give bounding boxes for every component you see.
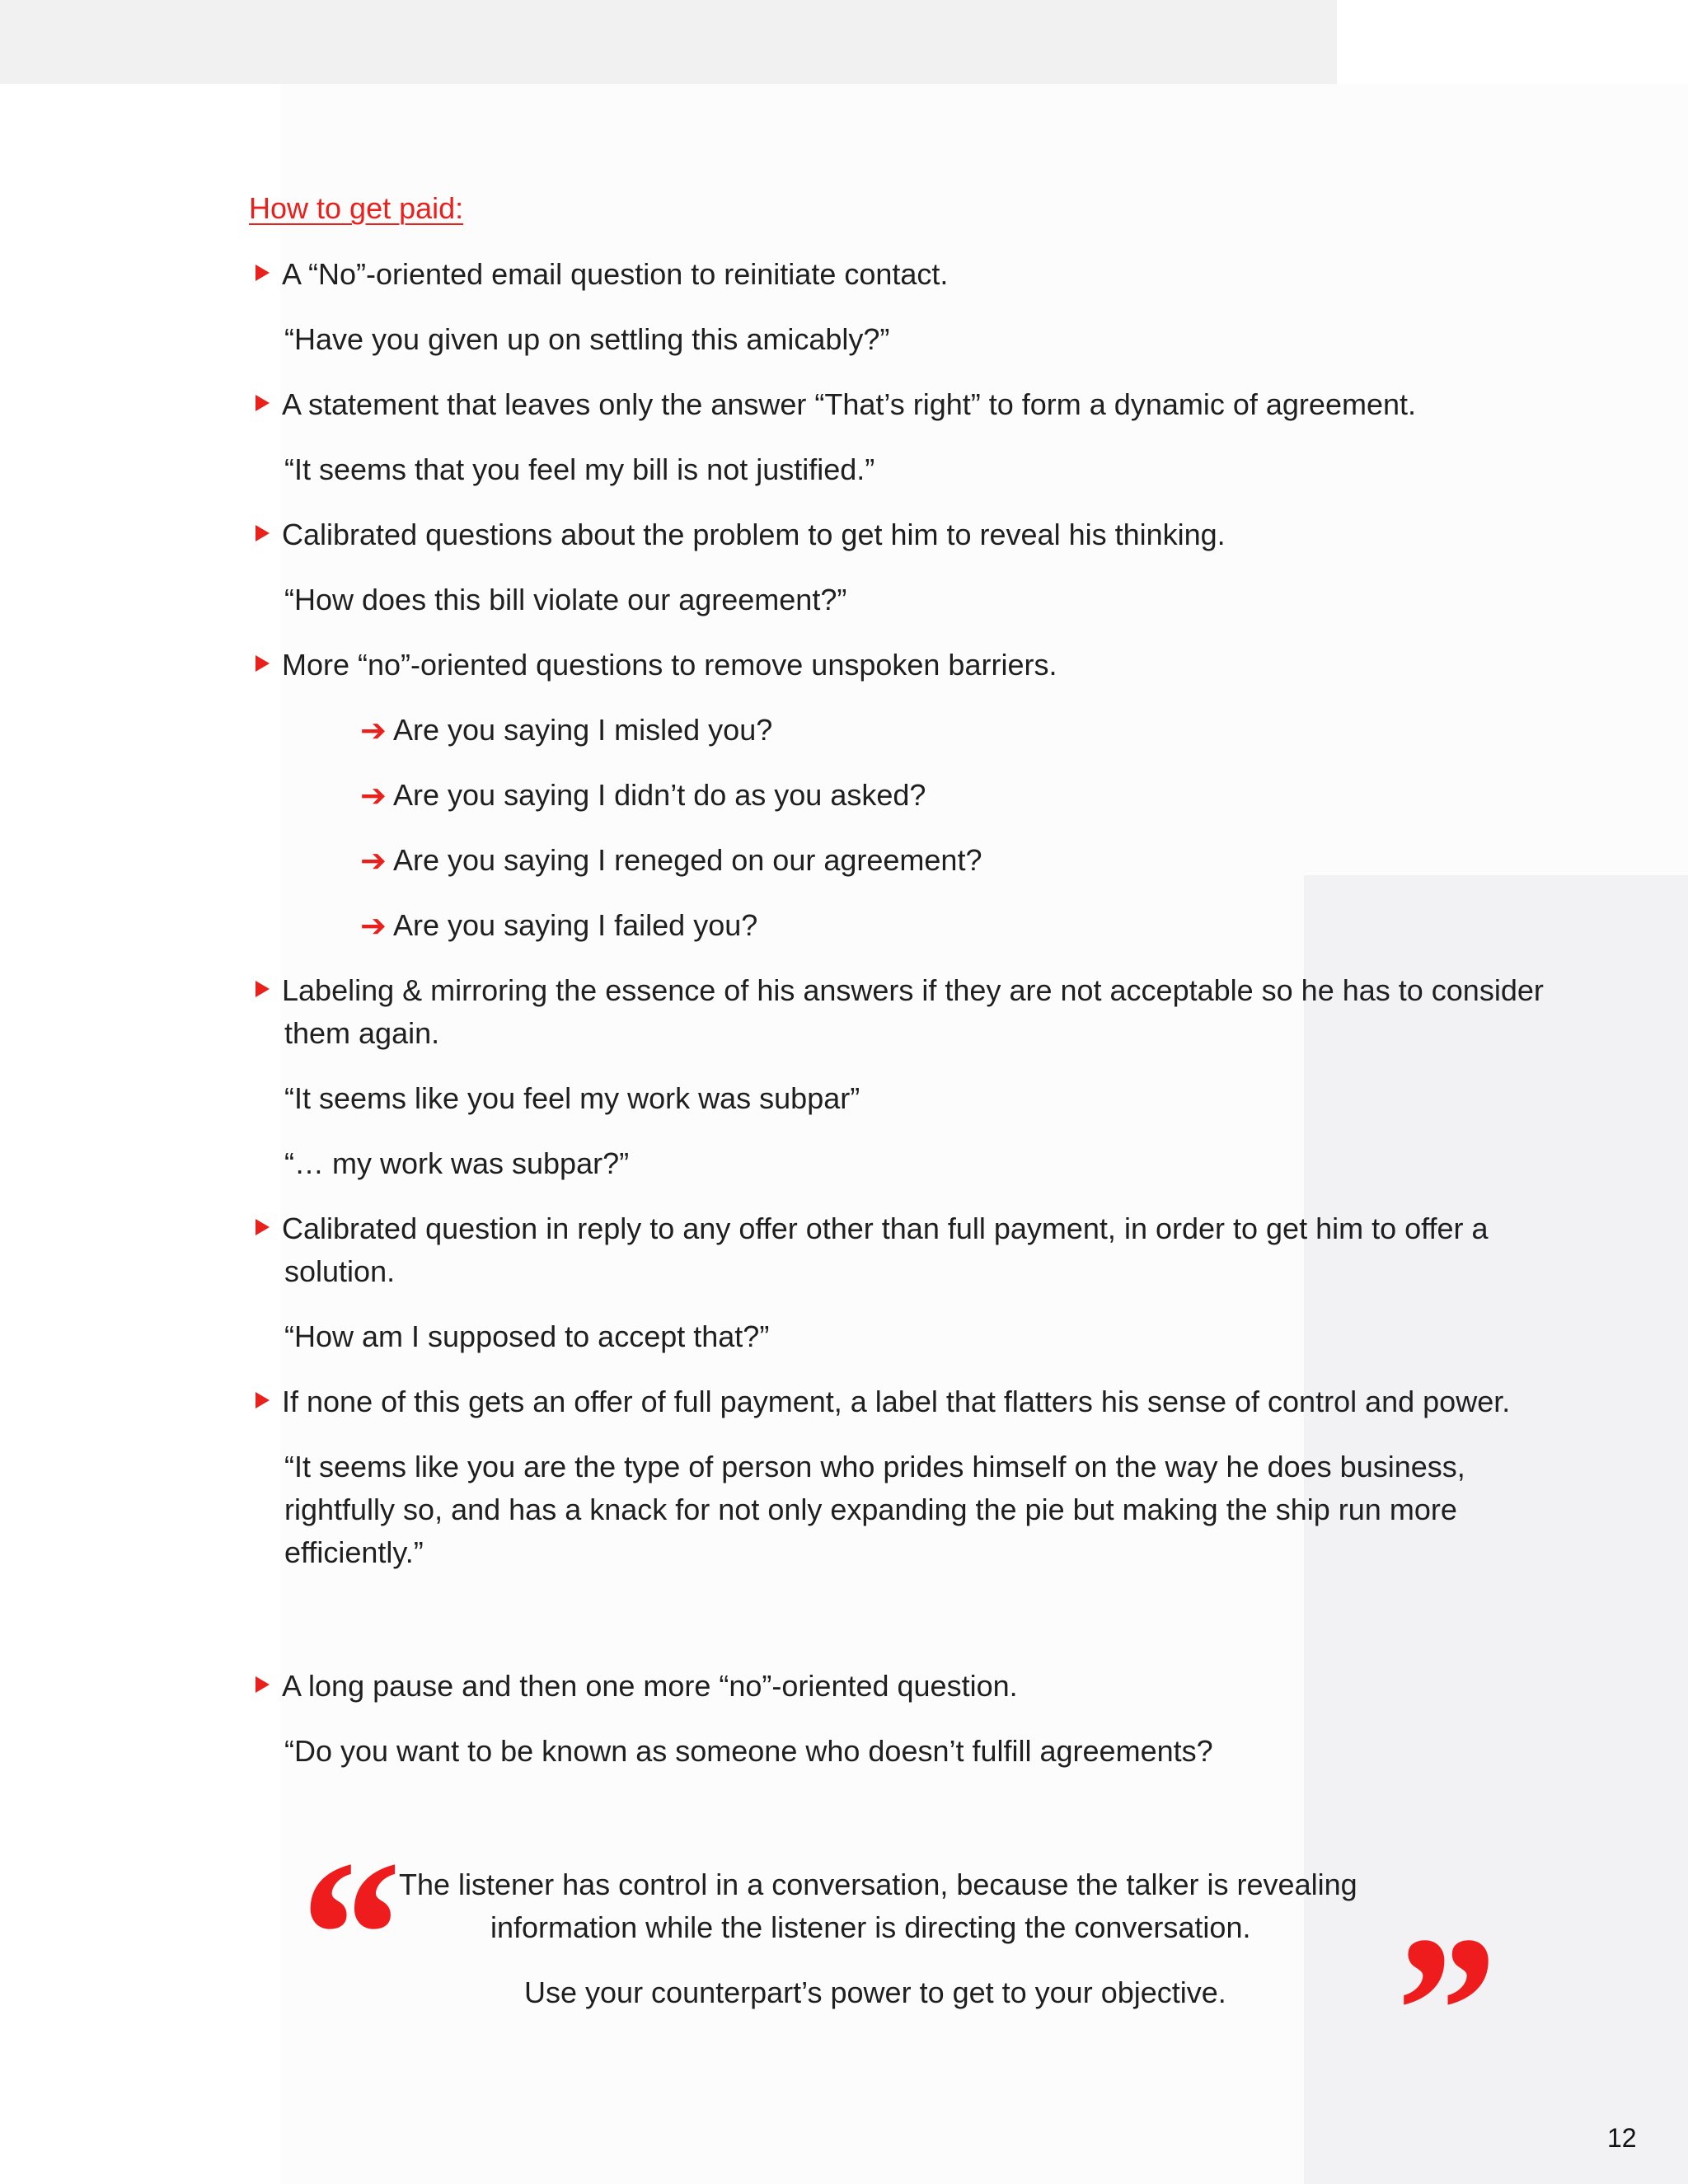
bullet-text-continued: solution. bbox=[284, 1254, 396, 1288]
example-quote: “How does this bill violate our agreement?” bbox=[284, 583, 847, 616]
sub-item-text: Are you saying I failed you? bbox=[393, 908, 758, 942]
sub-item-text: Are you saying I reneged on our agreement? bbox=[393, 843, 982, 877]
sub-item-text: Are you saying I misled you? bbox=[393, 713, 773, 747]
bullet-text-continued: them again. bbox=[284, 1016, 440, 1050]
example-quote: “It seems that you feel my bill is not justified.” bbox=[284, 452, 875, 486]
bullet-text: A long pause and then one more “no”-oriented question. bbox=[282, 1669, 1018, 1703]
example-quote: “How am I supposed to accept that?” bbox=[284, 1319, 770, 1353]
page-number: 12 bbox=[1607, 2123, 1637, 2153]
bullet-text: More “no”-oriented questions to remove unspoken barriers. bbox=[282, 648, 1057, 682]
arrow-right-icon: ➔ bbox=[360, 842, 387, 879]
arrow-right-icon: ➔ bbox=[360, 907, 387, 944]
bullet-triangle-icon bbox=[256, 981, 270, 997]
bullet-triangle-icon bbox=[256, 395, 270, 411]
pull-quote-line: Use your counterpart’s power to get to your objective. bbox=[524, 1975, 1226, 2009]
bullet-triangle-icon bbox=[256, 1392, 270, 1408]
sub-item-text: Are you saying I didn’t do as you asked? bbox=[393, 778, 926, 812]
example-quote: “… my work was subpar?” bbox=[284, 1146, 630, 1180]
bullet-text: Labeling & mirroring the essence of his answers if they are not acceptable so he has to consider bbox=[282, 973, 1544, 1007]
bullet-triangle-icon bbox=[256, 525, 270, 541]
example-quote-continued: efficiently.” bbox=[284, 1535, 424, 1569]
bullet-triangle-icon bbox=[256, 1219, 270, 1235]
section-heading: How to get paid: bbox=[249, 191, 464, 225]
open-quote-icon: “ bbox=[290, 1816, 397, 2054]
example-quote: “Have you given up on settling this amicably?” bbox=[284, 322, 890, 356]
bullet-text: A statement that leaves only the answer “That’s right” to form a dynamic of agreement. bbox=[282, 387, 1416, 421]
bullet-triangle-icon bbox=[256, 1676, 270, 1693]
bullet-triangle-icon bbox=[256, 265, 270, 281]
example-quote: “It seems like you feel my work was subpar” bbox=[284, 1081, 860, 1115]
arrow-right-icon: ➔ bbox=[360, 712, 387, 748]
pull-quote-line: information while the listener is directing the conversation. bbox=[490, 1910, 1251, 1944]
example-quote: “It seems like you are the type of person who prides himself on the way he does business, bbox=[284, 1450, 1465, 1483]
bullet-triangle-icon bbox=[256, 655, 270, 672]
bullet-text: If none of this gets an offer of full payment, a label that flatters his sense of control and power. bbox=[282, 1385, 1511, 1418]
bullet-text: Calibrated questions about the problem to get him to reveal his thinking. bbox=[282, 518, 1226, 551]
close-quote-icon: ” bbox=[1385, 1892, 1492, 2130]
pull-quote-line: The listener has control in a conversation, because the talker is revealing bbox=[399, 1868, 1357, 1901]
bullet-text: A “No”-oriented email question to reinitiate contact. bbox=[282, 257, 949, 291]
example-quote: “Do you want to be known as someone who doesn’t fulfill agreements? bbox=[284, 1734, 1213, 1768]
example-quote-continued: rightfully so, and has a knack for not only expanding the pie but making the ship run more bbox=[284, 1493, 1457, 1526]
bullet-text: Calibrated question in reply to any offer other than full payment, in order to get him to offer a bbox=[282, 1212, 1489, 1245]
arrow-right-icon: ➔ bbox=[360, 777, 387, 813]
